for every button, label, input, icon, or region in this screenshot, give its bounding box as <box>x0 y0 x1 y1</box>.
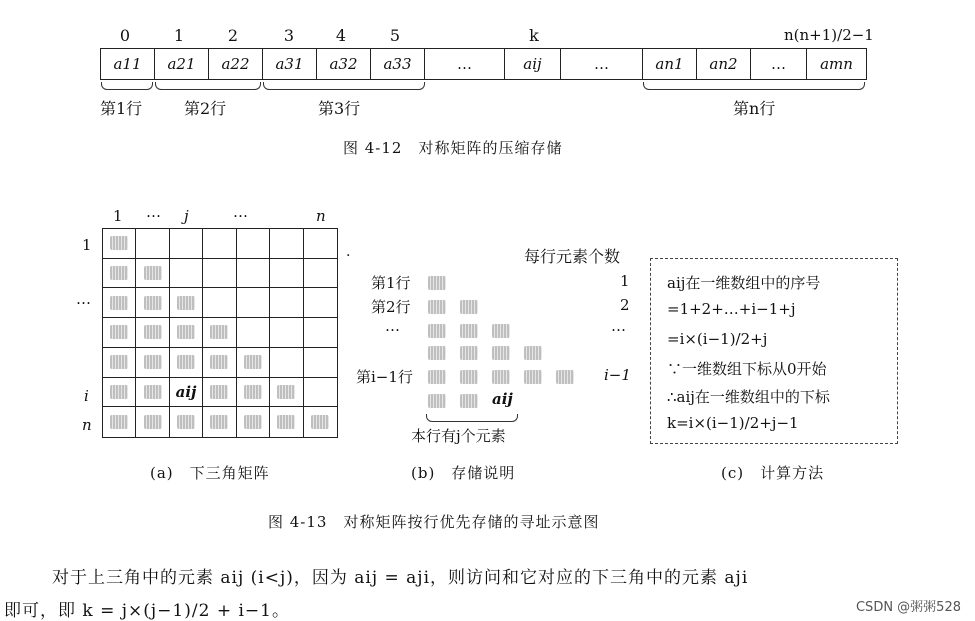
matrix-cell <box>170 378 203 408</box>
blurred-element <box>556 370 574 384</box>
blurred-element <box>177 415 195 429</box>
blurred-element <box>177 355 195 369</box>
blurred-element <box>460 370 478 384</box>
brace-row1 <box>101 82 153 90</box>
b-row-label: 第1行 <box>371 274 411 292</box>
caption-a: (a) 下三角矩阵 <box>150 464 270 482</box>
blurred-element <box>210 415 228 429</box>
matrix-cell <box>136 407 169 437</box>
blurred-element <box>428 276 446 290</box>
count-title: 每行元素个数 <box>524 247 621 266</box>
blurred-element <box>210 325 228 339</box>
blurred-element <box>460 324 478 338</box>
matrix-cell <box>203 318 236 348</box>
blurred-element <box>277 385 295 399</box>
brace-b <box>426 414 518 422</box>
col-head: j <box>184 207 189 225</box>
matrix-cell <box>136 259 169 289</box>
strip-cell: … <box>425 49 505 79</box>
caption-fig13: 图 4-13 对称矩阵按行优先存储的寻址示意图 <box>268 513 600 531</box>
matrix-cell <box>103 229 136 259</box>
body-line-1: 对于上三角中的元素 aij (i<j)，因为 aij = aji，则访问和它对应的下三角中的元素 aji <box>52 568 749 588</box>
blurred-element <box>428 394 446 408</box>
strip-cell: a21 <box>155 49 209 79</box>
strip-cell: aij <box>505 49 561 79</box>
caption-fig12: 图 4-12 对称矩阵的压缩存储 <box>343 139 563 157</box>
caption-c: (c) 计算方法 <box>721 464 825 482</box>
strip-cell: a22 <box>209 49 263 79</box>
matrix-cell <box>103 348 136 378</box>
blurred-element <box>144 296 162 310</box>
index-k: k <box>529 26 539 45</box>
blurred-element <box>110 355 128 369</box>
matrix-cell <box>237 229 270 259</box>
blurred-element <box>177 296 195 310</box>
matrix-cell <box>203 407 236 437</box>
strip-cell: a31 <box>263 49 317 79</box>
brace-row2 <box>155 82 261 90</box>
matrix-cell <box>237 348 270 378</box>
watermark: CSDN @粥粥528 <box>855 600 961 615</box>
blurred-element <box>244 415 262 429</box>
row-head: … <box>76 290 91 308</box>
row-label: 第n行 <box>733 99 776 118</box>
blurred-element <box>428 370 446 384</box>
row-label: 第2行 <box>184 99 227 118</box>
matrix-cell <box>136 229 169 259</box>
matrix-cell <box>170 259 203 289</box>
index-4: 4 <box>335 26 347 45</box>
row-head: 1 <box>82 236 92 254</box>
blurred-element <box>110 415 128 429</box>
matrix-cell <box>270 378 303 408</box>
blurred-element <box>177 325 195 339</box>
blurred-element <box>210 355 228 369</box>
blurred-element <box>110 236 128 250</box>
matrix-cell <box>103 378 136 408</box>
matrix-cell <box>270 288 303 318</box>
matrix-cell <box>170 318 203 348</box>
blurred-element <box>492 346 510 360</box>
blurred-element <box>110 385 128 399</box>
count: 1 <box>620 272 630 290</box>
index-last: n(n+1)/2−1 <box>784 26 874 44</box>
strip-cell: a32 <box>317 49 371 79</box>
count: 2 <box>620 296 630 314</box>
matrix-cell <box>170 348 203 378</box>
calc-line: ∴aij在一维数组中的下标 <box>667 388 830 406</box>
matrix-cell <box>136 288 169 318</box>
highlight-aij: aij <box>175 382 197 401</box>
matrix-cell <box>237 407 270 437</box>
matrix-cell <box>170 229 203 259</box>
blurred-element <box>144 385 162 399</box>
matrix-cell <box>304 288 337 318</box>
b-row-label: 第2行 <box>371 298 411 316</box>
blurred-element <box>311 415 329 429</box>
matrix-cell <box>103 288 136 318</box>
strip-cell: a33 <box>371 49 425 79</box>
matrix-cell <box>136 348 169 378</box>
col-head: 1 <box>113 207 123 225</box>
brace-row3 <box>263 82 425 90</box>
matrix-cell <box>103 318 136 348</box>
matrix-cell <box>237 288 270 318</box>
matrix-cell <box>304 318 337 348</box>
b-row-label: … <box>385 317 400 335</box>
calc-line: k=i×(i−1)/2+j−1 <box>667 414 799 432</box>
blurred-element <box>244 355 262 369</box>
index-3: 3 <box>283 26 295 45</box>
index-5: 5 <box>389 26 401 45</box>
blurred-element <box>492 324 510 338</box>
matrix-cell <box>103 259 136 289</box>
matrix-cell <box>203 259 236 289</box>
matrix-cell <box>103 407 136 437</box>
strip-cell: … <box>561 49 643 79</box>
blurred-element <box>244 385 262 399</box>
blurred-element <box>460 346 478 360</box>
matrix-cell <box>203 229 236 259</box>
blurred-element <box>144 266 162 280</box>
matrix-cell <box>304 229 337 259</box>
strip-cell: amn <box>820 55 853 73</box>
matrix-cell <box>237 318 270 348</box>
index-1: 1 <box>173 26 185 45</box>
matrix-cell <box>270 407 303 437</box>
matrix-cell <box>136 318 169 348</box>
row-label: 第3行 <box>318 99 361 118</box>
count: … <box>611 317 626 335</box>
matrix-cell <box>304 407 337 437</box>
blurred-element <box>492 370 510 384</box>
calc-line: =1+2+…+i−1+j <box>667 300 796 318</box>
col-head: … <box>233 203 248 221</box>
storage-strip <box>100 48 867 80</box>
blurred-element <box>277 415 295 429</box>
lower-triangular-matrix <box>102 228 338 438</box>
dot-mark: . <box>346 244 351 260</box>
blurred-element <box>524 370 542 384</box>
strip-cell: … <box>751 49 807 79</box>
calc-line: aij在一维数组中的序号 <box>667 274 821 292</box>
matrix-cell <box>203 288 236 318</box>
brace-label: 本行有j个元素 <box>411 427 506 445</box>
blurred-element <box>110 325 128 339</box>
matrix-cell <box>304 259 337 289</box>
strip-cell: an1 <box>643 49 697 79</box>
matrix-cell <box>170 288 203 318</box>
caption-b: (b) 存储说明 <box>411 464 516 482</box>
matrix-cell <box>170 407 203 437</box>
blurred-element <box>144 355 162 369</box>
b-row-label: 第i−1行 <box>356 368 413 386</box>
blurred-element <box>144 325 162 339</box>
row-label: 第1行 <box>100 99 143 118</box>
blurred-element <box>428 346 446 360</box>
matrix-cell <box>304 348 337 378</box>
blurred-element <box>110 266 128 280</box>
blurred-element <box>428 324 446 338</box>
blurred-element <box>524 346 542 360</box>
matrix-cell <box>136 378 169 408</box>
matrix-cell <box>270 348 303 378</box>
blurred-element <box>144 415 162 429</box>
index-0: 0 <box>119 26 131 45</box>
blurred-element <box>428 300 446 314</box>
col-head: … <box>146 203 161 221</box>
strip-cell: a11 <box>101 49 155 79</box>
row-head: n <box>82 416 92 434</box>
matrix-cell <box>270 259 303 289</box>
matrix-cell <box>203 378 236 408</box>
blurred-element <box>460 394 478 408</box>
index-2: 2 <box>227 26 239 45</box>
matrix-cell <box>237 378 270 408</box>
brace-rown <box>643 82 865 90</box>
count: i−1 <box>604 366 631 384</box>
matrix-cell <box>304 378 337 408</box>
blurred-element <box>110 296 128 310</box>
row-head: i <box>84 387 89 405</box>
matrix-cell <box>203 348 236 378</box>
calc-line: ∵一维数组下标从0开始 <box>667 360 827 378</box>
blurred-element <box>210 385 228 399</box>
highlight-aij-b: aij <box>492 390 513 408</box>
col-head: n <box>316 207 326 225</box>
calc-line: =i×(i−1)/2+j <box>667 330 768 348</box>
body-line-2: 即可，即 k = j×(j−1)/2 + i−1。 <box>4 601 290 621</box>
blurred-element <box>460 300 478 314</box>
strip-cell: an2 <box>697 49 751 79</box>
matrix-cell <box>237 259 270 289</box>
matrix-cell <box>270 229 303 259</box>
matrix-cell <box>270 318 303 348</box>
